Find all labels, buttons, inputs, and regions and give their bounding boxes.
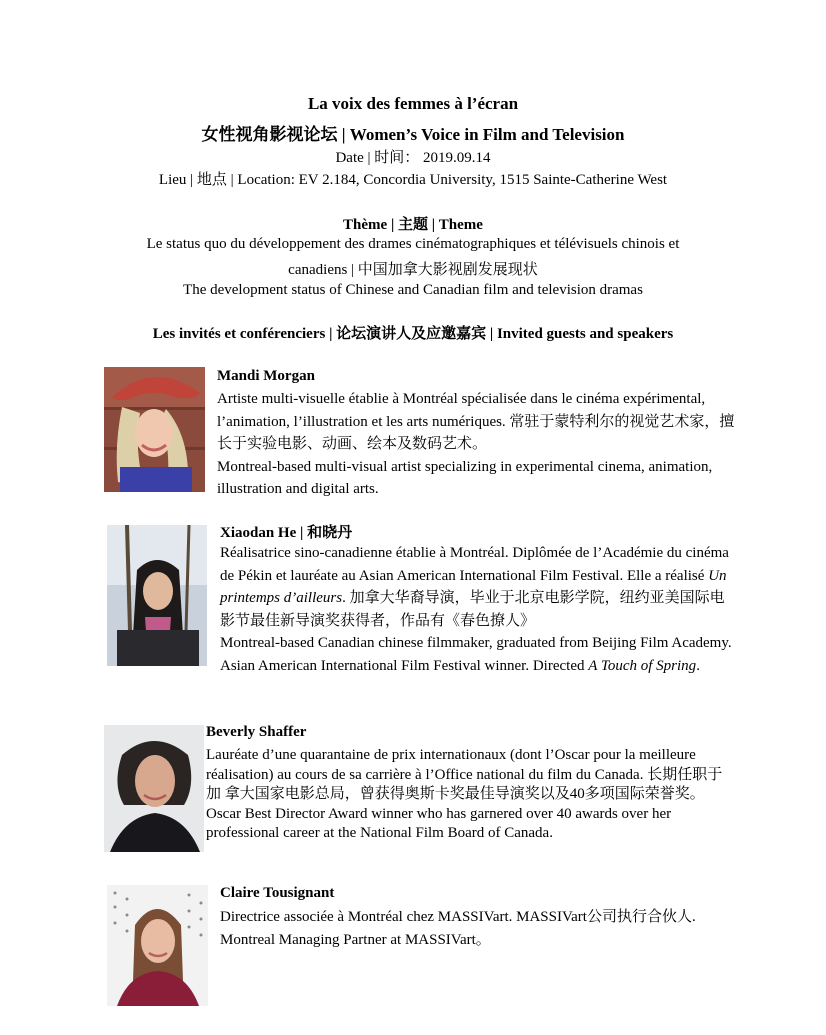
speaker-bio-english <box>220 632 735 677</box>
event-date: Date | 时间： 2019.09.14 <box>335 150 491 166</box>
guests-heading: Les invités et conférenciers | 论坛演讲人及应邀嘉宾 | Invited guests and speakers <box>152 326 674 342</box>
speaker-bio-french-chinese <box>220 542 735 632</box>
film-title-english: A Touch of Spring <box>588 657 697 674</box>
speaker-bio-text: . <box>696 657 700 674</box>
speaker-bio-text: Montreal-based Canadian chinese filmmaker, graduated from Beijing Film Academy. Asian American International Film Festival winner. Directed <box>220 635 732 674</box>
theme-heading: Thème | 主题 | Theme <box>343 217 483 233</box>
event-title-french: La voix des femmes à l’écran <box>307 94 519 113</box>
speaker-photo-claire-tousignant <box>107 885 208 1006</box>
speaker-bio-text: Lauréate d’une quarantaine de prix internationaux (dont l’Oscar pour la meilleure réalisation) au cours de sa carrière à l’Office national du film du Canada. 长期任职于加 拿大国家电影总局，曾获得奥斯卡奖最佳导演奖以及40多项国际荣誉奖。Oscar Best Director Award winner who has garnered over 40 awards over her professional career at the National Film Board of Canada. <box>206 747 723 841</box>
speaker-bio-english: Montreal-based multi-visual artist specializing in experimental cinema, animation, illustration and digital arts. <box>217 458 713 497</box>
speaker-photo-beverly-shaffer <box>104 725 204 852</box>
speaker-bio-text: . 加拿大华裔导演，毕业于北京电影学院，纽约亚美国际电影节最佳新导演奖获得者，作品有《春色撩人》 <box>220 590 725 629</box>
speaker-bio <box>206 746 731 844</box>
theme-english: The development status of Chinese and Canadian film and television dramas <box>183 282 643 298</box>
speaker-bio <box>220 542 735 677</box>
portrait-image <box>107 525 207 666</box>
film-title-french: Un printemps d’ailleurs <box>220 567 727 606</box>
speaker-bio-text: Directrice associée à Montréal chez MASSIVart. MASSIVart公司执行合伙人. Montreal Managing Partner at MASSIVart。 <box>220 909 696 948</box>
theme-french-line1: Le status quo du développement des drames cinématographiques et télévisuels chinois et <box>146 236 680 252</box>
speaker-photo-mandi-morgan <box>104 367 205 492</box>
event-title-bilingual: 女性视角影视论坛 | Women’s Voice in Film and Television <box>201 125 625 144</box>
portrait-image <box>104 367 205 492</box>
speaker-name: Beverly Shaffer <box>206 724 307 740</box>
portrait-image <box>104 725 204 852</box>
speaker-name: Claire Tousignant <box>220 885 335 901</box>
event-location: Lieu | 地点 | Location: EV 2.184, Concordia University, 1515 Sainte-Catherine West <box>158 172 668 188</box>
portrait-image <box>107 885 208 1006</box>
speaker-name: Xiaodan He | 和晓丹 <box>220 525 353 541</box>
speaker-name: Mandi Morgan <box>217 368 315 384</box>
speaker-bio-french-chinese: Artiste multi-visuelle établie à Montréal spécialisée dans le cinéma expérimental, l’animation, l’illustration et les arts numériques. 常驻于蒙特利尔的视觉艺术家，擅长于实验电影、动画、绘本及数码艺术。 <box>217 391 735 452</box>
speaker-photo-xiaodan-he <box>107 525 207 666</box>
speaker-bio <box>220 906 735 951</box>
speaker-bio-text: Réalisatrice sino-canadienne établie à Montréal. Diplômée de l’Académie du cinéma de Pékin et lauréate au Asian American International Film Festival. Elle a réalisé <box>220 545 729 584</box>
theme-french-line2: canadiens | 中国加拿大影视剧发展现状 <box>288 262 538 278</box>
speaker-bio <box>217 388 737 501</box>
